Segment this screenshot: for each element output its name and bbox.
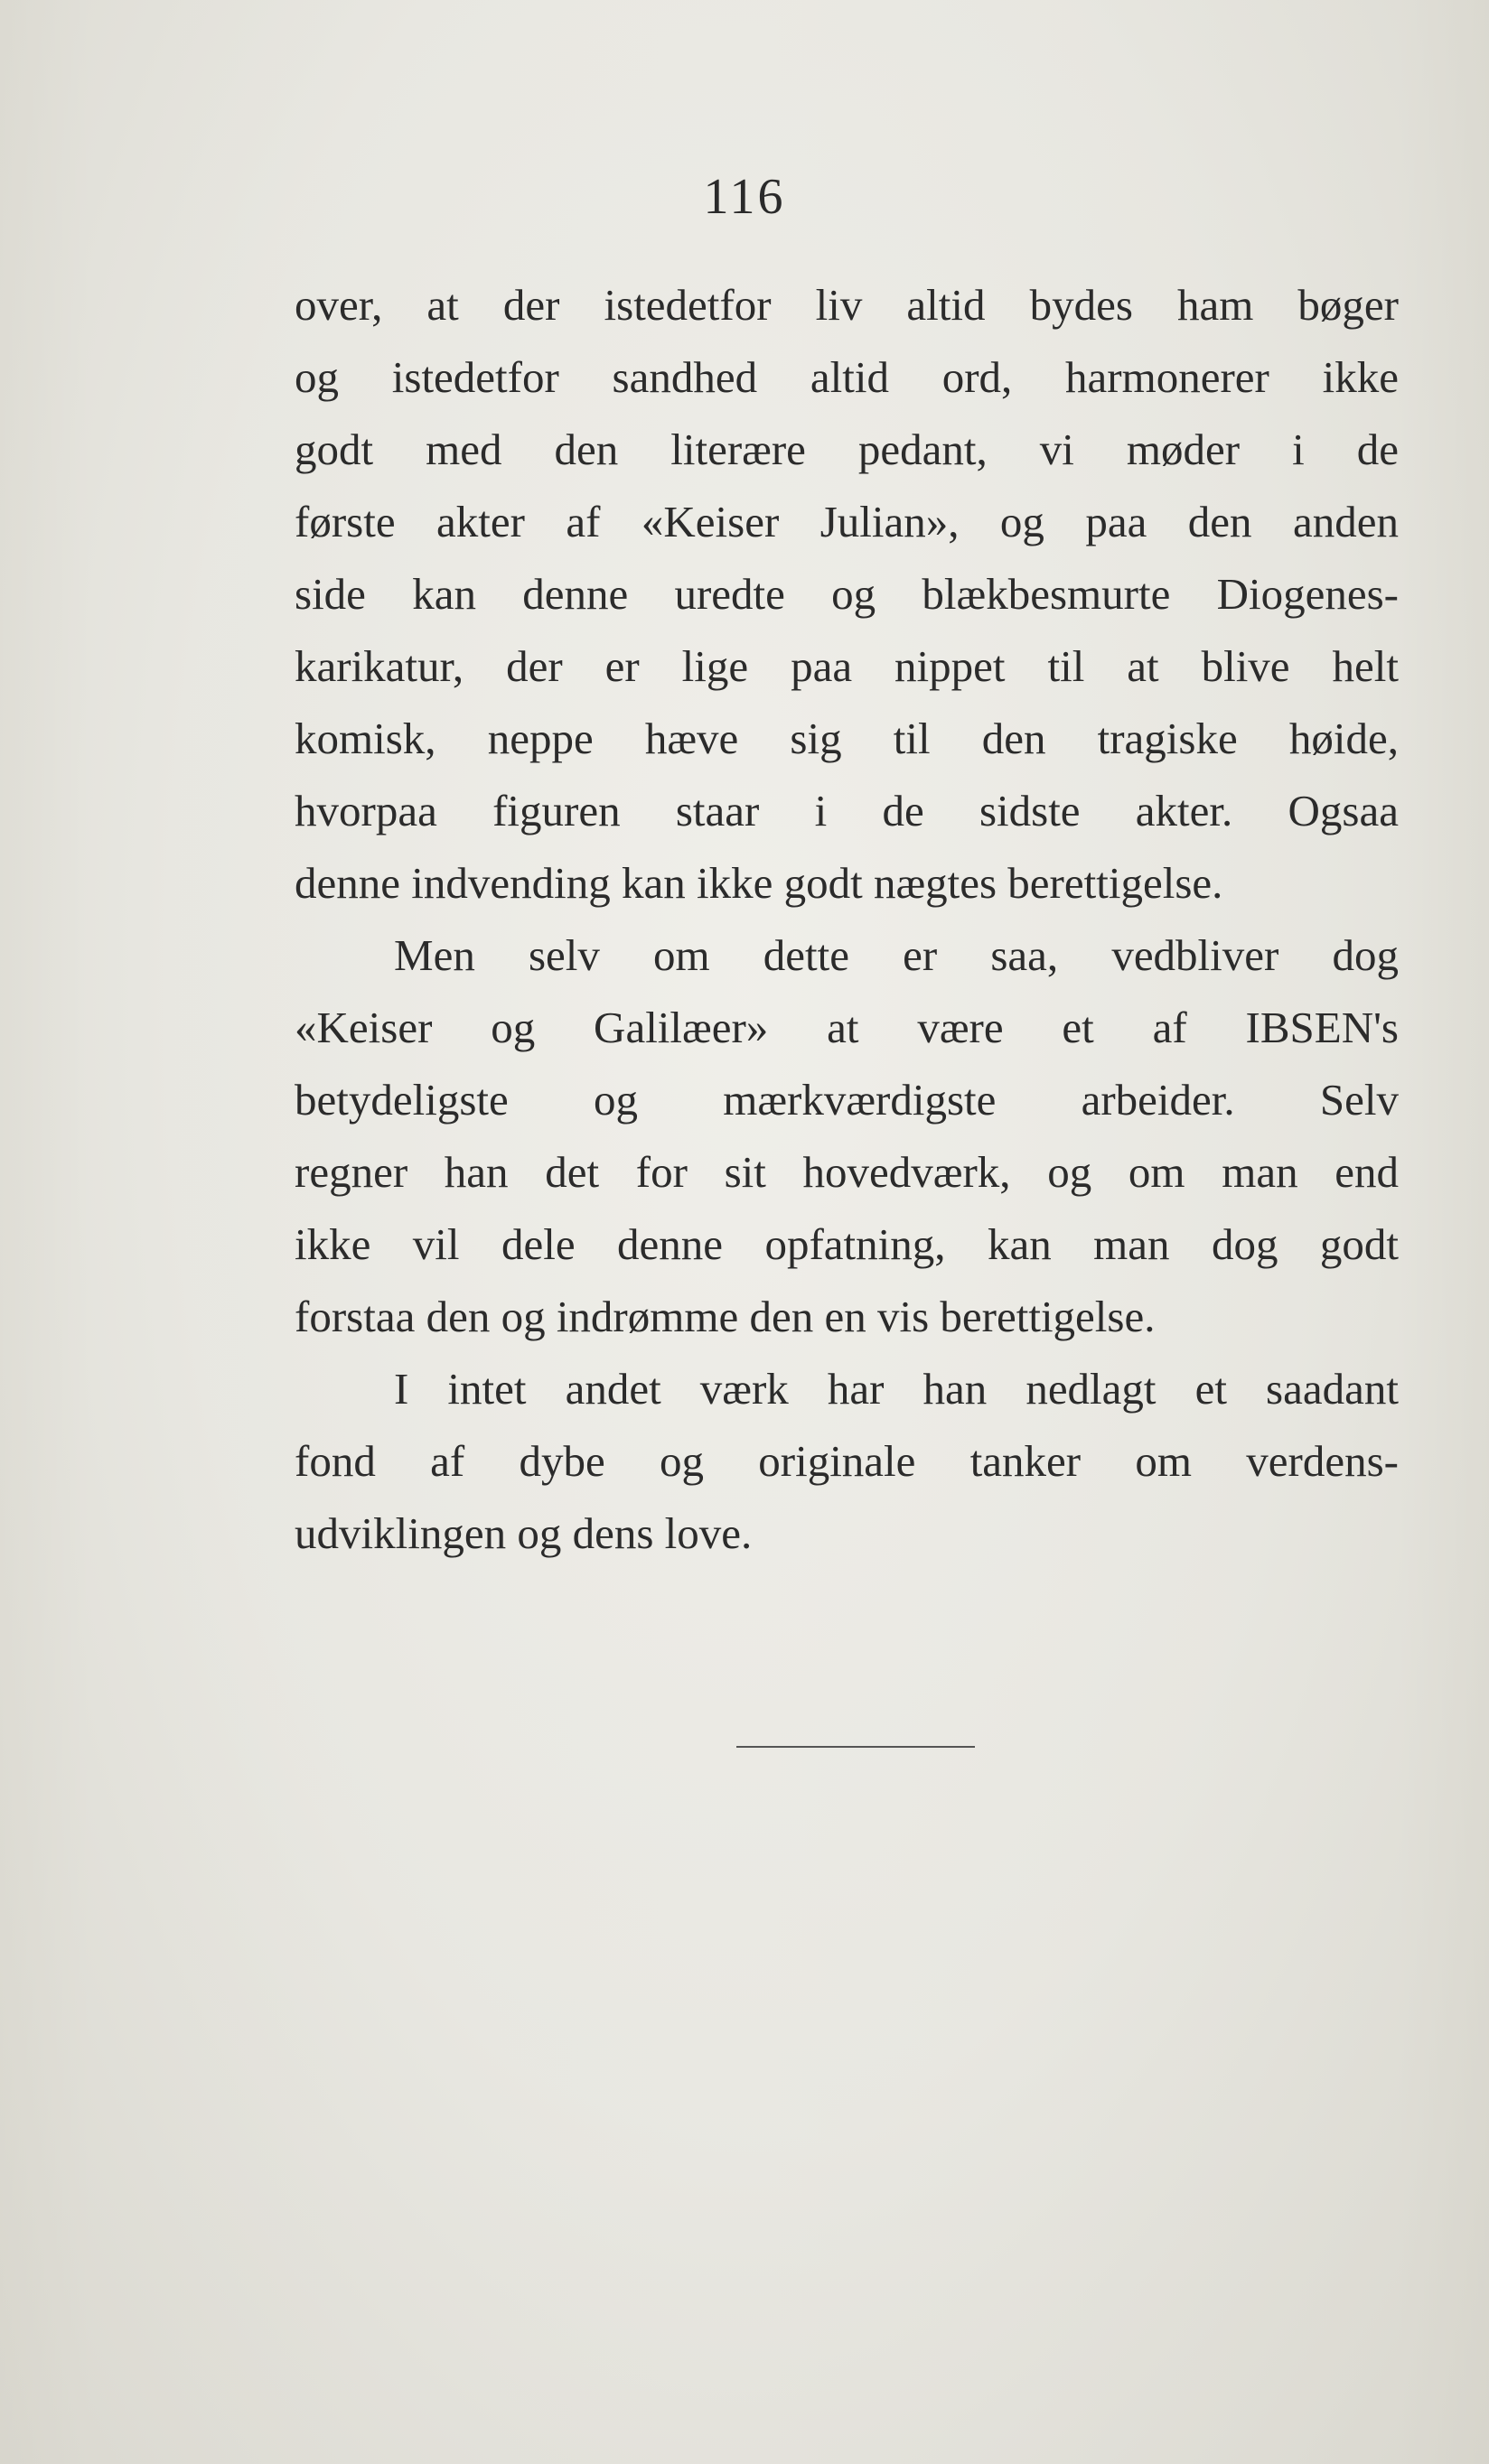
page-number: 116	[703, 169, 786, 225]
text-line: komisk, neppe hæve sig til den tragiske høide,	[295, 714, 1399, 763]
text-line: denne indvending kan ikke godt nægtes berettigelse.	[295, 858, 1223, 908]
text-line: betydeligste og mærkværdigste arbeider. Selv	[295, 1075, 1399, 1125]
text-line: første akter af «Keiser Julian», og paa den anden	[295, 497, 1399, 546]
section-rule	[736, 1746, 975, 1748]
text-line: ikke vil dele denne opfatning, kan man dog godt	[295, 1219, 1399, 1269]
text-line: forstaa den og indrømme den en vis berettigelse.	[295, 1292, 1156, 1341]
text-line: udviklingen og dens love.	[295, 1508, 753, 1558]
text-line: fond af dybe og originale tanker om verdens-	[295, 1436, 1399, 1486]
text-line: «Keiser og Galilæer» at være et af IBSEN's	[295, 1003, 1399, 1052]
text-line: regner han det for sit hovedværk, og om man end	[295, 1147, 1399, 1197]
text-line: godt med den literære pedant, vi møder i de	[295, 425, 1399, 474]
text-line: hvorpaa figuren staar i de sidste akter. Ogsaa	[295, 786, 1399, 835]
text-line: og istedetfor sandhed altid ord, harmonerer ikke	[295, 352, 1399, 402]
text-line: I intet andet værk har han nedlagt et saadant	[394, 1364, 1399, 1414]
body-text	[295, 269, 1399, 1570]
text-line: Men selv om dette er saa, vedbliver dog	[394, 930, 1399, 980]
text-line: side kan denne uredte og blækbesmurte Diogenes-	[295, 569, 1399, 619]
text-line: over, at der istedetfor liv altid bydes ham bøger	[295, 280, 1399, 330]
text-line: karikatur, der er lige paa nippet til at blive helt	[295, 641, 1399, 691]
